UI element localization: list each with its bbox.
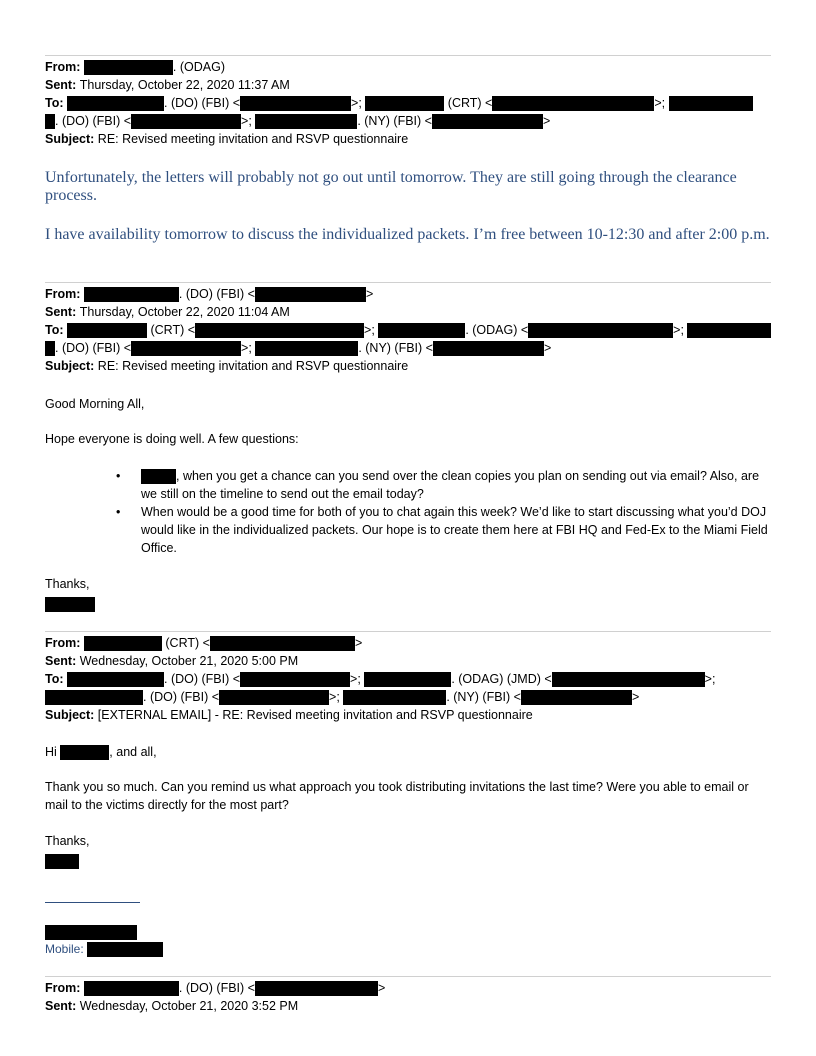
subject-line bbox=[45, 357, 771, 375]
sent-label: Sent: bbox=[45, 999, 77, 1013]
redaction bbox=[433, 341, 544, 356]
sent-line bbox=[45, 997, 385, 1015]
redaction bbox=[219, 690, 329, 705]
to-line-cont bbox=[45, 339, 771, 357]
signature-divider bbox=[45, 902, 140, 903]
sent-line bbox=[45, 652, 715, 670]
redaction bbox=[45, 925, 137, 940]
subject-label: Subject: bbox=[45, 132, 95, 146]
from-label: From: bbox=[45, 60, 81, 74]
redaction bbox=[552, 672, 705, 687]
to-text: >; bbox=[673, 323, 684, 337]
question-list bbox=[110, 467, 770, 557]
redaction bbox=[492, 96, 654, 111]
redaction bbox=[45, 690, 143, 705]
sent-label: Sent: bbox=[45, 654, 77, 668]
redaction bbox=[240, 96, 351, 111]
redaction bbox=[240, 672, 350, 687]
subject-value: RE: Revised meeting invitation and RSVP questionnaire bbox=[97, 132, 409, 146]
sent-value: Thursday, October 22, 2020 11:04 AM bbox=[79, 305, 290, 319]
to-text: . (DO) (FBI) < bbox=[143, 690, 220, 704]
subject-line bbox=[45, 706, 715, 724]
redaction bbox=[365, 96, 444, 111]
redaction bbox=[84, 981, 179, 996]
signature bbox=[45, 852, 771, 870]
to-line-cont bbox=[45, 688, 715, 706]
to-text: . (DO) (FBI) < bbox=[55, 341, 132, 355]
email-body-paragraph: I have availability tomorrow to discuss the individualized packets. I’m free between 10-12:30 and after 2:00 p.m. bbox=[45, 226, 770, 243]
to-text: . (DO) (FBI) < bbox=[164, 672, 241, 686]
redaction bbox=[364, 672, 451, 687]
from-label: From: bbox=[45, 981, 81, 995]
redaction bbox=[255, 114, 357, 129]
from-value: . (DO) (FBI) < bbox=[178, 287, 255, 301]
from-value: . (ODAG) bbox=[172, 60, 225, 74]
signature bbox=[45, 595, 771, 613]
closing: Thanks, bbox=[45, 834, 90, 848]
from-label: From: bbox=[45, 636, 81, 650]
to-text: . (ODAG) (JMD) < bbox=[451, 672, 552, 686]
to-text: > bbox=[543, 341, 552, 355]
redaction bbox=[521, 690, 632, 705]
to-text: >; bbox=[329, 690, 340, 704]
bullet-text: , when you get a chance can you send over the clean copies you plan on sending out via email? Also, are we still on the timeline to send out the email today? bbox=[141, 469, 760, 501]
greeting: Good Morning All, bbox=[45, 397, 145, 411]
closing: Thanks, bbox=[45, 577, 90, 591]
to-line-cont bbox=[45, 112, 753, 130]
intro-text: Hope everyone is doing well. A few questions: bbox=[45, 432, 299, 446]
from-line bbox=[45, 979, 385, 997]
signature-name bbox=[45, 923, 771, 941]
email-header bbox=[45, 979, 385, 1015]
email-header bbox=[45, 58, 753, 148]
to-text: >; bbox=[241, 114, 252, 128]
to-text: (CRT) < bbox=[447, 96, 493, 110]
sent-line bbox=[45, 76, 753, 94]
to-text: . (DO) (FBI) < bbox=[164, 96, 241, 110]
from-end: > bbox=[377, 981, 386, 995]
subject-value: [EXTERNAL EMAIL] - RE: Revised meeting invitation and RSVP questionnaire bbox=[97, 708, 533, 722]
to-text: >; bbox=[364, 323, 375, 337]
redaction bbox=[432, 114, 543, 129]
redaction bbox=[45, 114, 55, 129]
redaction bbox=[87, 942, 163, 957]
redaction bbox=[67, 96, 164, 111]
greeting bbox=[45, 743, 771, 761]
from-line bbox=[45, 285, 771, 303]
redaction bbox=[669, 96, 753, 111]
redaction bbox=[141, 469, 176, 484]
redaction bbox=[195, 323, 364, 338]
from-value: (CRT) < bbox=[165, 636, 210, 650]
to-line bbox=[45, 321, 771, 339]
redaction bbox=[45, 854, 79, 869]
email-header bbox=[45, 634, 715, 724]
redaction bbox=[67, 672, 164, 687]
to-text: >; bbox=[241, 341, 252, 355]
separator-rule bbox=[45, 976, 771, 977]
redaction bbox=[60, 745, 109, 760]
redaction bbox=[84, 636, 162, 651]
sent-label: Sent: bbox=[45, 78, 77, 92]
redaction bbox=[343, 690, 446, 705]
redaction bbox=[255, 287, 366, 302]
to-text: (CRT) < bbox=[150, 323, 196, 337]
greeting-text: Hi bbox=[45, 745, 57, 759]
greeting-text-end: , and all, bbox=[109, 745, 157, 759]
sent-label: Sent: bbox=[45, 305, 77, 319]
redaction bbox=[84, 60, 173, 75]
from-label: From: bbox=[45, 287, 81, 301]
to-line bbox=[45, 670, 715, 688]
separator-rule bbox=[45, 282, 771, 283]
sent-value: Wednesday, October 21, 2020 5:00 PM bbox=[79, 654, 299, 668]
redaction bbox=[45, 597, 95, 612]
redaction bbox=[210, 636, 355, 651]
redaction bbox=[255, 981, 378, 996]
sent-value: Thursday, October 22, 2020 11:37 AM bbox=[79, 78, 290, 92]
redaction bbox=[528, 323, 673, 338]
to-text: > bbox=[631, 690, 640, 704]
to-text: >; bbox=[704, 672, 716, 686]
list-item bbox=[110, 467, 770, 503]
to-text: > bbox=[542, 114, 551, 128]
redaction bbox=[84, 287, 179, 302]
email-header bbox=[45, 285, 771, 375]
subject-label: Subject: bbox=[45, 359, 95, 373]
redaction bbox=[255, 341, 358, 356]
separator-rule bbox=[45, 55, 771, 56]
separator-rule bbox=[45, 631, 771, 632]
to-text: >; bbox=[351, 96, 362, 110]
redaction bbox=[378, 323, 465, 338]
email-body-paragraph: Unfortunately, the letters will probably not go out until tomorrow. They are still going through the clearance process. bbox=[45, 169, 737, 204]
subject-line bbox=[45, 130, 753, 148]
to-line bbox=[45, 94, 753, 112]
mobile-label: Mobile: bbox=[45, 942, 84, 956]
sent-line bbox=[45, 303, 771, 321]
to-label: To: bbox=[45, 323, 64, 337]
list-item bbox=[110, 503, 770, 557]
from-end: > bbox=[354, 636, 363, 650]
to-text: . (ODAG) < bbox=[465, 323, 529, 337]
subject-value: RE: Revised meeting invitation and RSVP questionnaire bbox=[97, 359, 409, 373]
sent-value: Wednesday, October 21, 2020 3:52 PM bbox=[79, 999, 299, 1013]
bullet-text: When would be a good time for both of you to chat again this week? We’d like to start discussing what you’d DOJ would like in the individualized packets. Our hope is to create them here at FBI HQ and Fed-Ex to the Miami Field Office. bbox=[141, 505, 768, 555]
to-text: . (DO) (FBI) < bbox=[55, 114, 132, 128]
to-text: . (NY) (FBI) < bbox=[446, 690, 521, 704]
to-text: >; bbox=[350, 672, 361, 686]
from-line bbox=[45, 58, 753, 76]
to-text: >; bbox=[654, 96, 666, 110]
to-text: . (NY) (FBI) < bbox=[357, 114, 432, 128]
from-end: > bbox=[365, 287, 374, 301]
redaction bbox=[131, 341, 241, 356]
from-line bbox=[45, 634, 715, 652]
subject-label: Subject: bbox=[45, 708, 95, 722]
from-value: . (DO) (FBI) < bbox=[178, 981, 255, 995]
to-label: To: bbox=[45, 96, 64, 110]
redaction bbox=[131, 114, 241, 129]
redaction bbox=[67, 323, 147, 338]
redaction bbox=[45, 341, 55, 356]
signature-mobile bbox=[45, 940, 771, 958]
email-body-paragraph: Thank you so much. Can you remind us what approach you took distributing invitations the last time? Were you able to email or mail to the victims directly for the most part? bbox=[45, 780, 749, 812]
to-text: . (NY) (FBI) < bbox=[358, 341, 433, 355]
redaction bbox=[687, 323, 771, 338]
to-label: To: bbox=[45, 672, 64, 686]
